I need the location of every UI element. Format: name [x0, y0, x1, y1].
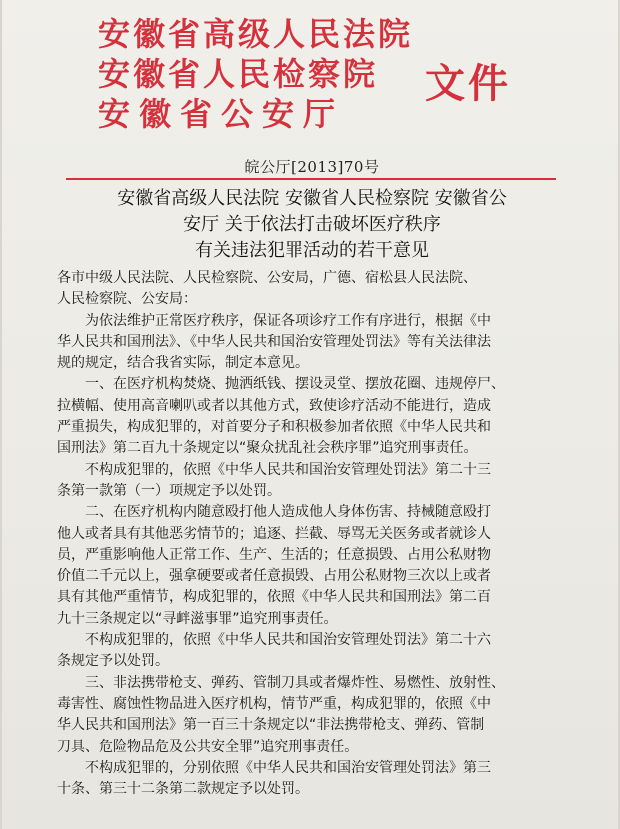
body-line: 人民检察院、公安局： [57, 291, 197, 308]
title-line: 安厅 关于依法打击破坏医疗秩序 [183, 214, 441, 235]
issuer-court: 安徽省高级人民法院 [98, 15, 414, 53]
body-line: 不构成犯罪的，分别依照《中华人民共和国治安管理处罚法》第三 [85, 759, 491, 776]
body-line: 十条、第三十二条第二款规定予以处罚。 [57, 781, 309, 798]
body-line: 毒害性、腐蚀性物品进入医疗机构，情节严重，构成犯罪的，依照《中 [57, 695, 491, 712]
body-line: 华人民共和国刑法》、《中华人民共和国治安管理处罚法》等有关法律法 [57, 333, 491, 350]
body-line: 规的规定，结合我省实际，制定本意见。 [57, 355, 309, 372]
body-line: 为依法维护正常医疗秩序，保证各项诊疗工作有序进行，根据《中 [85, 312, 491, 329]
title-line: 安徽省高级人民法院 安徽省人民检察院 安徽省公 [117, 188, 507, 209]
body-line: 具有其他严重情节，构成犯罪的，依照《中华人民共和国刑法》第二百 [57, 589, 491, 606]
body-line: 员，严重影响他人正常工作、生产、生活的；任意损毁、占用公私财物 [57, 546, 491, 563]
body-line: 价值二千元以上，强拿硬要或者任意损毁、占用公私财物三次以上或者 [57, 568, 491, 585]
body-line: 刀具、危险物品危及公共安全罪”追究刑事责任。 [57, 738, 359, 755]
body-line: 三、非法携带枪支、弹药、管制刀具或者爆炸性、易燃性、放射性、 [85, 674, 505, 691]
title-line: 有关违法犯罪活动的若干意见 [195, 240, 429, 261]
document-number: 皖公厅[2013]70号 [244, 158, 380, 176]
body-line: 他人或者具有其他恶劣情节的；追逐、拦截、辱骂无关医务或者就诊人 [57, 525, 491, 542]
body-line: 拉横幅、使用高音喇叭或者以其他方式，致使诊疗活动不能进行，造成 [57, 397, 491, 414]
document-header [98, 14, 568, 139]
body-line: 各市中级人民法院、人民检察院、公安局，广德、宿松县人民法院、 [57, 270, 477, 286]
document-type-label: 文件 [425, 61, 511, 107]
body-line: 条规定予以处罚。 [57, 653, 169, 670]
red-divider [66, 178, 556, 180]
document-body [57, 268, 577, 800]
issuer-procuratorate: 安徽省人民检察院 [98, 55, 379, 93]
body-line: 二、在医疗机构内随意殴打他人造成他人身体伤害、持械随意殴打 [85, 504, 491, 521]
body-line: 不构成犯罪的，依照《中华人民共和国治安管理处罚法》第二十六 [85, 632, 491, 649]
body-line: 严重损失，构成犯罪的，对首要分子和积极参加者依照《中华人民共和 [57, 419, 491, 436]
body-line: 华人民共和国刑法》第一百三十条规定以“非法携带枪支、弹药、管制 [57, 717, 485, 734]
document-title [42, 186, 582, 264]
body-line: 九十三条规定以“寻衅滋事罪”追究刑事责任。 [57, 610, 338, 627]
body-line: 不构成犯罪的，依照《中华人民共和国治安管理处罚法》第二十三 [85, 461, 491, 478]
body-line: 国刑法》第二百九十条规定以“聚众扰乱社会秩序罪”追究刑事责任。 [57, 440, 478, 457]
body-line: 条第一款第（一）项规定予以处罚。 [57, 482, 281, 499]
body-line: 一、在医疗机构焚烧、抛洒纸钱、摆设灵堂、摆放花圈、违规停尸、 [85, 376, 505, 393]
issuer-public-security: 安徽省公安厅 [98, 95, 345, 133]
